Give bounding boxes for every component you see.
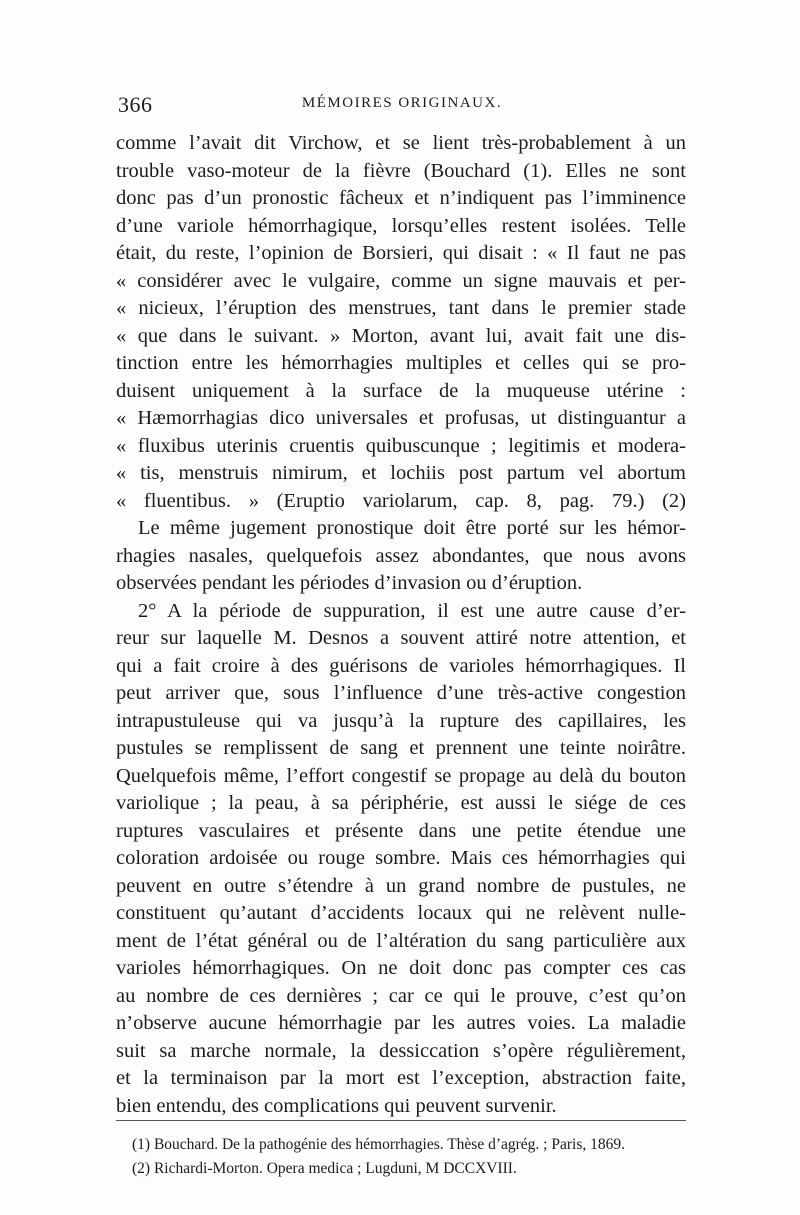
text-line: « Hæmorrhagias dico universales et profusas, ut distinguantur a	[116, 407, 686, 429]
text-line: « fluxibus uterinis cruentis quibuscunque ; legitimis et modera-	[116, 434, 686, 457]
page-number: 366	[118, 92, 153, 117]
text-line: constituent qu’autant d’accidents locaux qui ne relèvent nulle-	[116, 902, 686, 924]
text-line: « tis, menstruis nimirum, et lochiis post partum vel abortum	[116, 462, 686, 484]
footnote: (1) Bouchard. De la pathogénie des hémorrhagies. Thèse d’agrég. ; Paris, 1869.	[132, 1136, 625, 1153]
text-line: coloration ardoisée ou rouge sombre. Mais ces hémorrhagies qui	[116, 847, 686, 869]
text-line: peut arriver que, sous l’influence d’une très-active congestion	[116, 682, 686, 704]
text-line: observées pendant les périodes d’invasion ou d’éruption.	[116, 572, 583, 594]
text-line: 2° A la période de suppuration, il est une autre cause d’er-	[138, 599, 686, 622]
text-line: d’une variole hémorrhagique, lorsqu’elles restent isolées. Telle	[116, 214, 686, 237]
text-line: variolique ; la peau, à sa périphérie, est aussi le siége de ces	[116, 792, 686, 814]
text-line: suit sa marche normale, la dessiccation s’opère régulièrement,	[116, 1039, 686, 1062]
text-line: et la terminaison par la mort est l’exception, abstraction faite,	[116, 1067, 686, 1089]
text-line: tinction entre les hémorrhagies multiples et celles qui se pro-	[116, 352, 686, 374]
footnotes	[132, 1133, 692, 1181]
text-line: donc pas d’un pronostic fâcheux et n’indiquent pas l’imminence	[116, 187, 686, 209]
text-line: pustules se remplissent de sang et prennent une teinte noirâtre.	[116, 737, 686, 759]
text-line: bien entendu, des complications qui peuvent survenir.	[116, 1094, 557, 1117]
text-line: ment de l’état général ou de l’altération du sang particulière aux	[116, 929, 686, 952]
text-line: trouble vaso-moteur de la fièvre (Bouchard (1). Elles ne sont	[116, 159, 686, 182]
footnote: (2) Richardi-Morton. Opera medica ; Lugduni, M DCCXVIII.	[132, 1160, 517, 1177]
text-line: ruptures vasculaires et présente dans une petite étendue une	[116, 819, 686, 842]
text-line: n’observe aucune hémorrhagie par les autres voies. La maladie	[116, 1012, 686, 1034]
page-header	[118, 92, 686, 120]
text-line: était, du reste, l’opinion de Borsieri, qui disait : « Il faut ne pas	[116, 242, 686, 264]
text-line: « nicieux, l’éruption des menstrues, tant dans le premier stade	[116, 297, 686, 319]
text-line: duisent uniquement à la surface de la muqueuse utérine :	[116, 379, 686, 402]
text-line: intrapustuleuse qui va jusqu’à la rupture des capillaires, les	[116, 709, 686, 732]
text-line: varioles hémorrhagiques. On ne doit donc pas compter ces cas	[116, 957, 686, 979]
text-line: Quelquefois même, l’effort congestif se propage au delà du bouton	[116, 764, 686, 787]
text-line: « fluentibus. » (Eruptio variolarum, cap. 8, pag. 79.) (2)	[116, 489, 686, 512]
text-line: peuvent en outre s’étendre à un grand nombre de pustules, ne	[116, 874, 686, 897]
text-line: comme l’avait dit Virchow, et se lient très-probablement à un	[116, 132, 686, 154]
text-line: au nombre de ces dernières ; car ce qui le prouve, c’est qu’on	[116, 984, 686, 1007]
text-line: reur sur laquelle M. Desnos a souvent attiré notre attention, et	[116, 627, 686, 649]
running-title: MÉMOIRES ORIGINAUX.	[301, 95, 503, 111]
body-text	[116, 130, 686, 1120]
text-line: rhagies nasales, quelquefois assez abondantes, que nous avons	[116, 544, 686, 567]
text-line: Le même jugement pronostique doit être porté sur les hémor-	[138, 517, 686, 539]
text-line: « que dans le suivant. » Morton, avant lui, avait fait une dis-	[116, 324, 686, 347]
text-line: « considérer avec le vulgaire, comme un signe mauvais et per-	[116, 269, 686, 292]
footnote-rule	[116, 1120, 686, 1121]
text-line: qui a fait croire à des guérisons de varioles hémorrhagiques. Il	[116, 654, 686, 677]
